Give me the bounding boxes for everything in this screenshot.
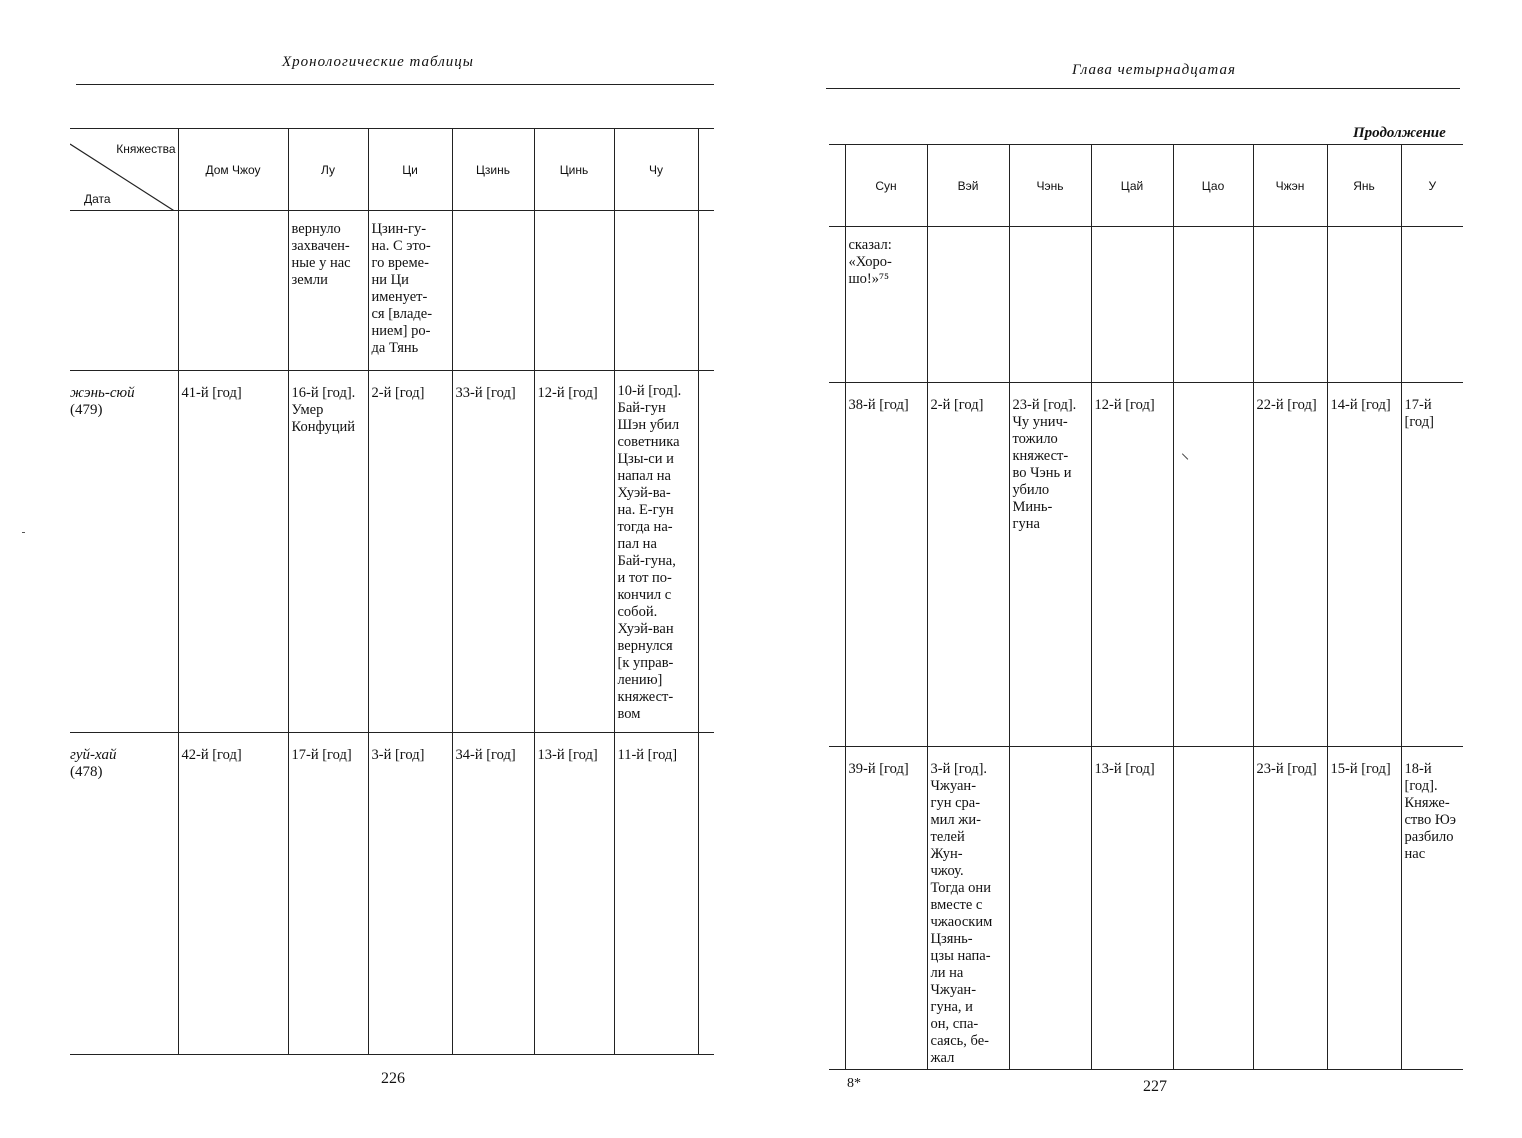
stray-mark — [22, 532, 25, 533]
right-chronology-table — [829, 144, 1463, 1070]
table-cell: 38-й [год] — [845, 383, 927, 747]
column-header-spacer — [829, 145, 845, 227]
table-cell — [1327, 227, 1401, 383]
continuation-label: Продолжение — [1353, 125, 1446, 141]
date-cell — [70, 733, 178, 1055]
left-chronology-table — [70, 128, 714, 1055]
column-header-chen: Чэнь — [1009, 145, 1091, 227]
table-cell: 14-й [год] — [1327, 383, 1401, 747]
column-header-tsao: Цао — [1173, 145, 1253, 227]
table-cell: 42-й [год] — [178, 733, 288, 1055]
table-cell — [178, 211, 288, 371]
table-cell: 3-й [год] — [368, 733, 452, 1055]
column-header-dom-chzhou: Дом Чжоу — [178, 129, 288, 211]
date-cyclic-name: жэнь-сюй — [70, 385, 135, 401]
left-page-number: 226 — [381, 1070, 405, 1087]
table-cell — [1173, 747, 1253, 1070]
date-cell-empty — [70, 211, 178, 371]
column-header-u: У — [1401, 145, 1463, 227]
table-cell: 10-й [год]. Бай-гун Шэн убил советника Цзы-си и напал на Хуэй-ва- на. Е-гун тогда на- пал на Бай-гуна, и тот по- кончил с собой. Хуэй-ван вернулся [к управ- лению] княжест- вом — [614, 371, 698, 733]
column-header-vei: Вэй — [927, 145, 1009, 227]
table-cell: вернуло захвачен- ные у нас земли — [288, 211, 368, 371]
table-row-continued — [70, 211, 714, 371]
table-cell — [1091, 227, 1173, 383]
left-head-rule — [76, 84, 714, 85]
table-cell — [1173, 383, 1253, 747]
date-cyclic-name: гуй-хай — [70, 747, 117, 763]
table-row — [829, 383, 1463, 747]
date-year: (478) — [70, 764, 103, 780]
column-header-sun: Сун — [845, 145, 927, 227]
table-cell: 13-й [год] — [534, 733, 614, 1055]
table-cell — [1173, 227, 1253, 383]
table-cell: 18-й [год]. Княже- ство Юэ разбило нас — [1401, 747, 1463, 1070]
corner-header-principalities: Княжества — [116, 141, 176, 156]
table-cell: сказал: «Хоро- шо!»⁷⁵ — [845, 227, 927, 383]
right-page-number: 227 — [1143, 1078, 1167, 1095]
column-header-chu: Чу — [614, 129, 698, 211]
table-cell: 23-й [год] — [1253, 747, 1327, 1070]
column-header-tszin: Цзинь — [452, 129, 534, 211]
column-header-tsi: Ци — [368, 129, 452, 211]
column-header-lu: Лу — [288, 129, 368, 211]
column-header-spacer — [698, 129, 714, 211]
table-cell: 12-й [год] — [1091, 383, 1173, 747]
right-head-rule — [826, 88, 1460, 89]
table-cell — [927, 227, 1009, 383]
table-cell: 2-й [год] — [927, 383, 1009, 747]
table-cell: 16-й [год]. Умер Конфуций — [288, 371, 368, 733]
date-cell — [70, 371, 178, 733]
table-cell: 17-й [год] — [1401, 383, 1463, 747]
table-cell: 17-й [год] — [288, 733, 368, 1055]
table-cell: Цзин-гу- на. С это- го време- ни Ци именует- ся [владе- нием] ро- да Тянь — [368, 211, 452, 371]
table-cell: 23-й [год]. Чу унич- тожило княжест- во Чэнь и убило Минь- гуна — [1009, 383, 1091, 747]
column-header-tsai: Цай — [1091, 145, 1173, 227]
table-row — [829, 747, 1463, 1070]
table-cell: 22-й [год] — [1253, 383, 1327, 747]
column-header-chzhen: Чжэн — [1253, 145, 1327, 227]
column-header-tsin: Цинь — [534, 129, 614, 211]
table-cell — [534, 211, 614, 371]
corner-header — [70, 129, 178, 211]
table-cell: 15-й [год] — [1327, 747, 1401, 1070]
table-cell: 41-й [год] — [178, 371, 288, 733]
table-cell — [452, 211, 534, 371]
table-row — [70, 733, 714, 1055]
table-cell — [1253, 227, 1327, 383]
right-running-head: Глава четырнадцатая — [1072, 62, 1236, 78]
table-cell: 39-й [год] — [845, 747, 927, 1070]
table-row — [70, 371, 714, 733]
table-cell: 13-й [год] — [1091, 747, 1173, 1070]
corner-header-date: Дата — [84, 191, 111, 206]
column-header-yan: Янь — [1327, 145, 1401, 227]
left-running-head: Хронологические таблицы — [282, 54, 474, 70]
table-cell: 34-й [год] — [452, 733, 534, 1055]
table-cell: 11-й [год] — [614, 733, 698, 1055]
signature-mark: 8* — [847, 1076, 861, 1091]
table-cell — [1009, 747, 1091, 1070]
right-page — [761, 0, 1522, 1138]
table-cell: 33-й [год] — [452, 371, 534, 733]
table-cell — [614, 211, 698, 371]
table-cell — [1401, 227, 1463, 383]
date-year: (479) — [70, 402, 103, 418]
table-cell: 3-й [год]. Чжуан- гун сра- мил жи- телей Жун- чжоу. Тогда они вместе с чжаоским Цзянь- цзы напа- ли на Чжуан- гуна, и он, спа- саясь, бе- жал — [927, 747, 1009, 1070]
table-row-continued — [829, 227, 1463, 383]
table-cell: 12-й [год] — [534, 371, 614, 733]
table-cell: 2-й [год] — [368, 371, 452, 733]
table-cell — [1009, 227, 1091, 383]
